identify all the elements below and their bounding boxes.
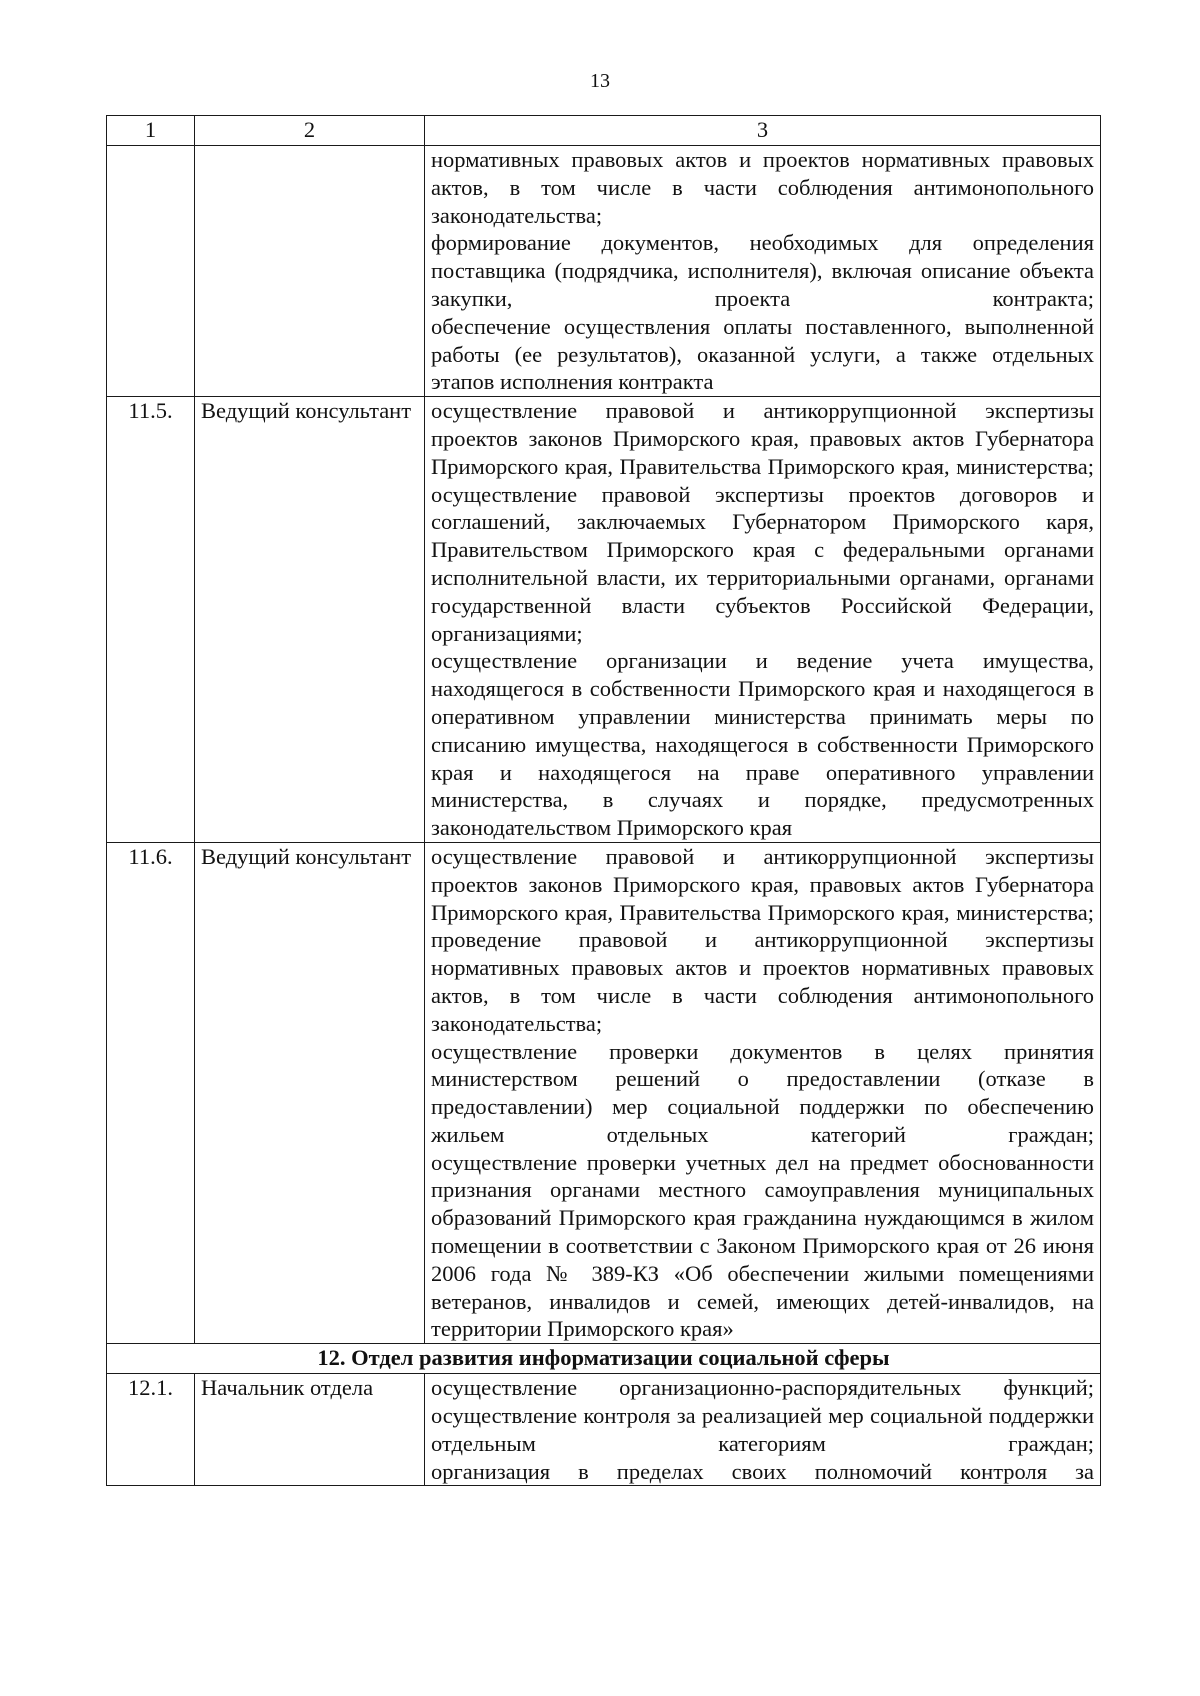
- duty-item: осуществление проверки документов в целях принятия министерством решений о предоставлении (отказе в предоставлении) мер социальной поддержки по обеспечению жильем отдельных категорий граждан;: [431, 1038, 1094, 1147]
- duty-item: осуществление проверки учетных дел на предмет обоснованности признания органами местного самоуправления муниципальных образований Приморского края гражданина нуждающимся в жилом помещении в соответствии с Законом Приморского края от 26 июня 2006 года № 389-КЗ «Об обеспечении жилыми помещениями ветеранов, инвалидов и семей, имеющих детей-инвалидов, на территории Приморского края»: [431, 1149, 1094, 1342]
- duty-item: осуществление организационно-распорядительных функций;: [431, 1375, 1094, 1401]
- row-number: [107, 146, 195, 397]
- row-number: 12.1.: [107, 1374, 195, 1486]
- column-number-header: 1: [107, 116, 195, 146]
- table-header-row: [107, 116, 1101, 146]
- row-duties: [425, 397, 1101, 843]
- row-position: Ведущий консультант: [195, 397, 425, 843]
- section-heading: 12. Отдел развития информатизации социальной сферы: [107, 1344, 1101, 1374]
- row-position: Ведущий консультант: [195, 842, 425, 1343]
- duty-item: осуществление контроля за реализацией мер социальной поддержки отдельным категориям граждан;: [431, 1403, 1094, 1456]
- section-heading-row: [107, 1344, 1101, 1374]
- row-position: Начальник отдела: [195, 1374, 425, 1486]
- column-duties-header: 3: [425, 116, 1101, 146]
- duty-item: осуществление правовой и антикоррупционной экспертизы проектов законов Приморского края, правовых актов Губернатора Приморского края, Правительства Приморского края, министерства;: [431, 843, 1094, 925]
- row-position: [195, 146, 425, 397]
- table-row-continuation: [107, 146, 1101, 397]
- table-row-11-5: [107, 397, 1101, 843]
- column-position-header: 2: [195, 116, 425, 146]
- duty-item: формирование документов, необходимых для определения поставщика (подрядчика, исполнителя), включая описание объекта закупки, проекта контракта;: [431, 230, 1094, 311]
- row-number: 11.5.: [107, 397, 195, 843]
- duty-item: проведение правовой и антикоррупционной экспертизы нормативных правовых актов и проектов нормативных правовых актов, в том числе в части соблюдения антимонопольного законодательства;: [431, 927, 1094, 1036]
- duty-item: осуществление правовой экспертизы проектов договоров и соглашений, заключаемых Губернатором Приморского каря, Правительством Приморского края с федеральными органами исполнительной власти, их территориальными органами, органами государственной власти субъектов Российской Федерации, организациями;: [431, 481, 1094, 646]
- duty-item: организация в пределах своих полномочий контроля за: [431, 1458, 1094, 1484]
- page-number: 13: [590, 70, 610, 92]
- duty-item: осуществление организации и ведение учета имущества, находящегося в собственности Приморского края и находящегося в оперативном управлении министерства принимать меры по списанию имущества, находящегося в собственности Приморского края и находящегося на праве оперативного управлении министерства, в случаях и порядке, предусмотренных законодательством Приморского края: [431, 648, 1094, 841]
- duty-item: обеспечение осуществления оплаты поставленного, выполненной работы (ее результатов), оказанной услуги, а также отдельных этапов исполнения контракта: [431, 313, 1094, 395]
- duty-item: нормативных правовых актов и проектов нормативных правовых актов, в том числе в части соблюдения антимонопольного законодательства;: [431, 147, 1094, 228]
- row-duties: [425, 146, 1101, 397]
- duty-item: осуществление правовой и антикоррупционной экспертизы проектов законов Приморского края, правовых актов Губернатора Приморского края, Правительства Приморского края, министерства;: [431, 398, 1094, 479]
- row-number: 11.6.: [107, 842, 195, 1343]
- row-duties: [425, 1374, 1101, 1486]
- row-duties: [425, 842, 1101, 1343]
- table-row-12-1: [107, 1374, 1101, 1486]
- duties-table: [106, 115, 1101, 1486]
- table-row-11-6: [107, 842, 1101, 1343]
